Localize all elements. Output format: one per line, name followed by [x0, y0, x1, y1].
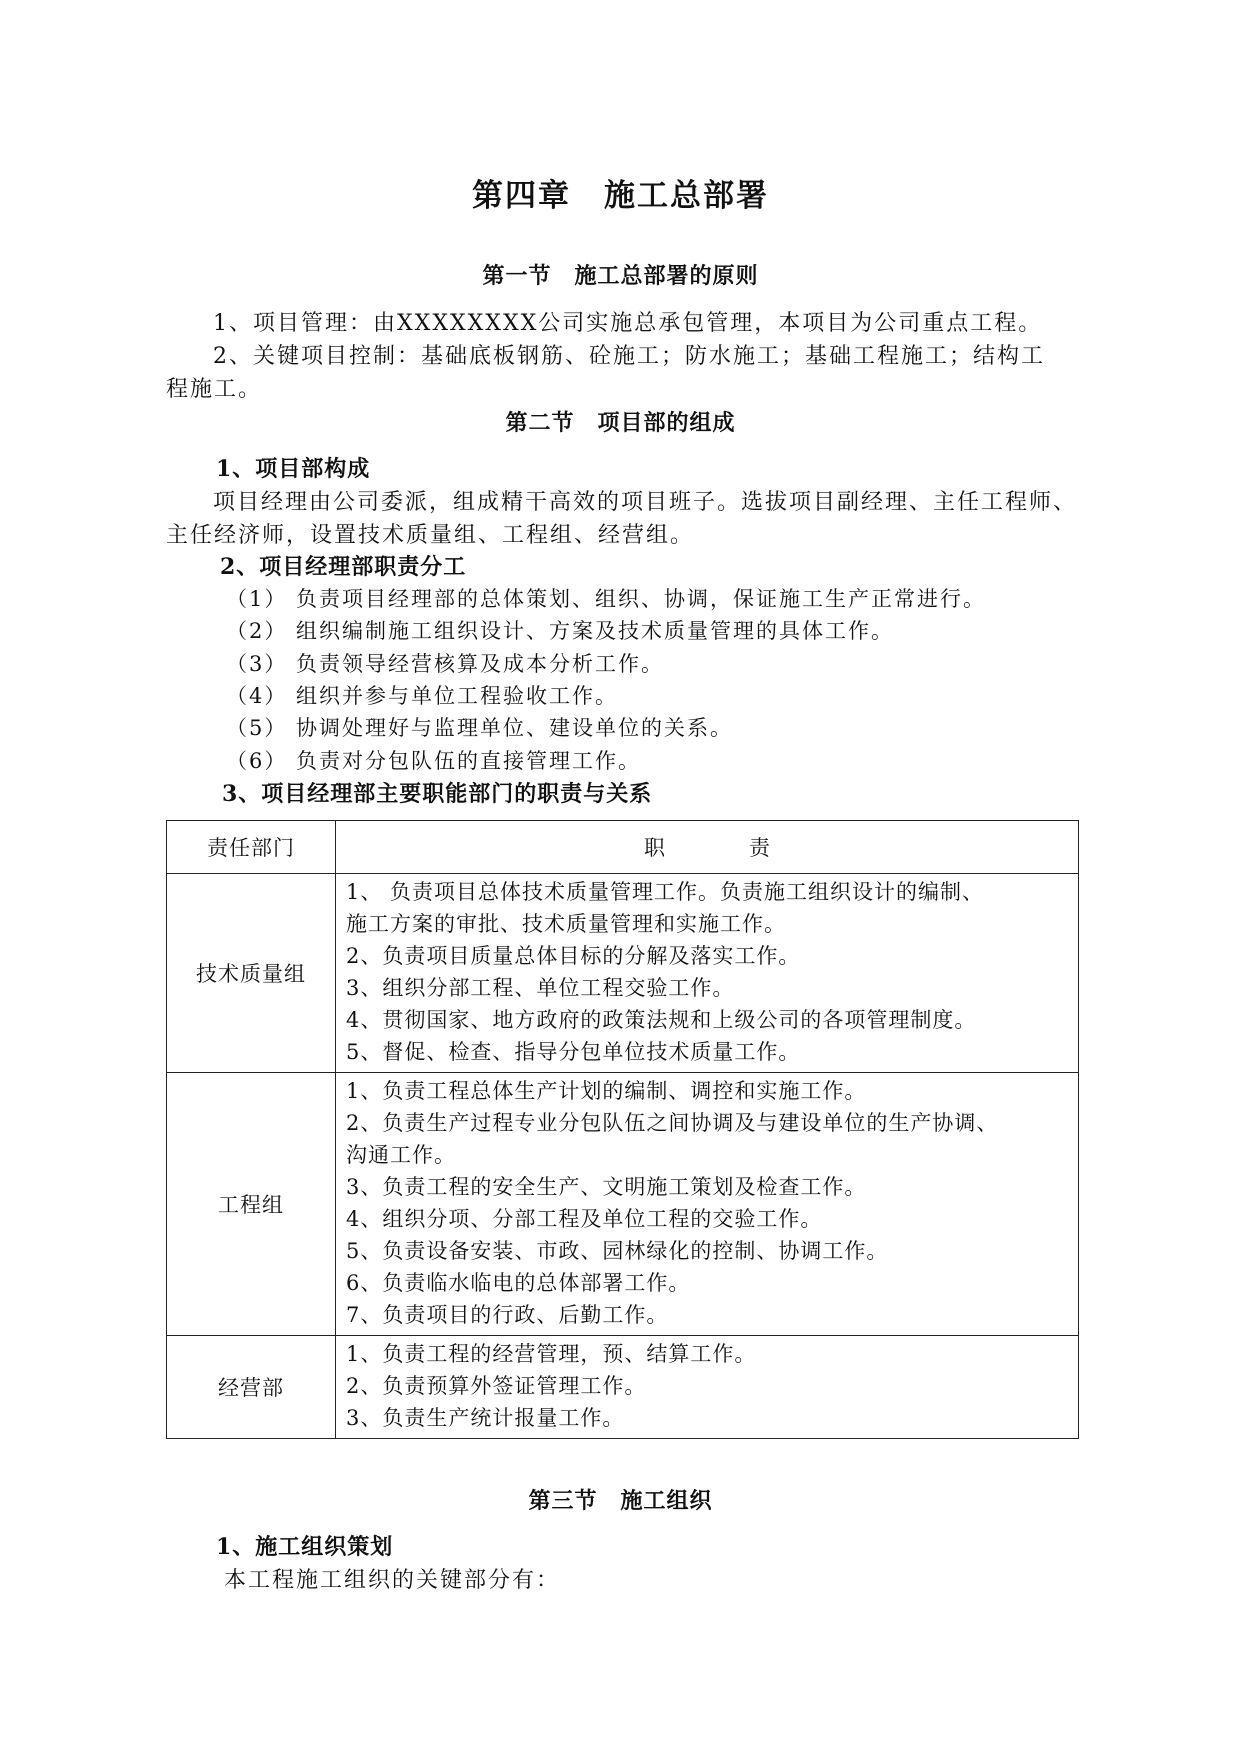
header-dept-cell: 责任部门: [167, 821, 336, 874]
duty-item-1: （1） 负责项目经理部的总体策划、组织、协调，保证施工生产正常进行。: [226, 587, 987, 611]
s2-subhead-2: 2、项目经理部职责分工: [220, 554, 467, 580]
duty-line: 2、负责预算外签证管理工作。: [346, 1374, 647, 1398]
duties-cell: [336, 874, 1079, 1073]
table-row: [167, 1073, 1079, 1336]
section-2-title: 第二节 项目部的组成: [505, 410, 736, 436]
duty-line: 1、 负责项目总体技术质量管理工作。负责施工组织设计的编制、: [346, 880, 985, 904]
responsibility-table: [166, 820, 1079, 1439]
s2-subhead-3: 3、项目经理部主要职能部门的职责与关系: [222, 781, 653, 807]
duty-line: 3、负责工程的安全生产、文明施工策划及检查工作。: [346, 1175, 867, 1199]
duty-line: 7、负责项目的行政、后勤工作。: [346, 1303, 669, 1327]
duty-item-2: （2） 组织编制施工组织设计、方案及技术质量管理的具体工作。: [226, 619, 895, 643]
s2-subhead-1: 1、项目部构成: [216, 456, 371, 482]
duty-line: 3、组织分部工程、单位工程交验工作。: [346, 976, 735, 1000]
duty-line: 2、负责项目质量总体目标的分解及落实工作。: [346, 944, 801, 968]
section-3-title: 第三节 施工组织: [528, 1488, 713, 1514]
duty-line: 5、负责设备安装、市政、园林绿化的控制、协调工作。: [346, 1239, 889, 1263]
duty-line: 1、负责工程的经营管理，预、结算工作。: [346, 1342, 757, 1366]
s2-para-line-2: 主任经济师，设置技术质量组、工程组、经营组。: [166, 523, 695, 548]
duties-cell: [336, 1336, 1079, 1439]
dept-cell: 工程组: [167, 1073, 336, 1336]
s2-para-line-1: 项目经理由公司委派，组成精干高效的项目班子。选拔项目副经理、主任工程师、: [213, 490, 1078, 515]
section-1-title: 第一节 施工总部署的原则: [482, 263, 759, 289]
duty-line: 2、负责生产过程专业分包队伍之间协调及与建设单位的生产协调、: [346, 1111, 999, 1135]
table-row: [167, 874, 1079, 1073]
duty-item-3: （3） 负责领导经营核算及成本分析工作。: [226, 652, 665, 676]
duty-line: 5、督促、检查、指导分包单位技术质量工作。: [346, 1040, 801, 1064]
table-header-row: [167, 821, 1079, 874]
chapter-title: 第四章 施工总部署: [472, 178, 769, 214]
duty-line: 施工方案的审批、技术质量管理和实施工作。: [346, 912, 786, 936]
s1-line-2: 2、关键项目控制：基础底板钢筋、砼施工；防水施工；基础工程施工；结构工: [213, 344, 1045, 369]
s1-line-1: 1、项目管理：由XXXXXXXX公司实施总承包管理，本项目为公司重点工程。: [213, 311, 1043, 336]
dept-cell: 经营部: [167, 1336, 336, 1439]
s3-para-line-1: 本工程施工组织的关键部分有：: [224, 1568, 561, 1593]
s3-subhead-1: 1、施工组织策划: [216, 1534, 394, 1560]
duty-item-4: （4） 组织并参与单位工程验收工作。: [226, 684, 619, 708]
duties-cell: [336, 1073, 1079, 1336]
table-row: [167, 1336, 1079, 1439]
duty-line: 4、贯彻国家、地方政府的政策法规和上级公司的各项管理制度。: [346, 1008, 977, 1032]
duty-line: 4、组织分项、分部工程及单位工程的交验工作。: [346, 1207, 823, 1231]
s1-line-3: 程施工。: [166, 377, 263, 402]
duty-item-6: （6） 负责对分包队伍的直接管理工作。: [226, 749, 642, 773]
header-duty-cell: 职 责: [336, 821, 1079, 874]
duty-line: 6、负责临水临电的总体部署工作。: [346, 1271, 691, 1295]
duty-line: 1、负责工程总体生产计划的编制、调控和实施工作。: [346, 1079, 867, 1103]
duty-line: 沟通工作。: [346, 1143, 456, 1167]
duty-item-5: （5） 协调处理好与监理单位、建设单位的关系。: [226, 716, 734, 740]
dept-cell: 技术质量组: [167, 874, 336, 1073]
duty-line: 3、负责生产统计报量工作。: [346, 1406, 625, 1430]
